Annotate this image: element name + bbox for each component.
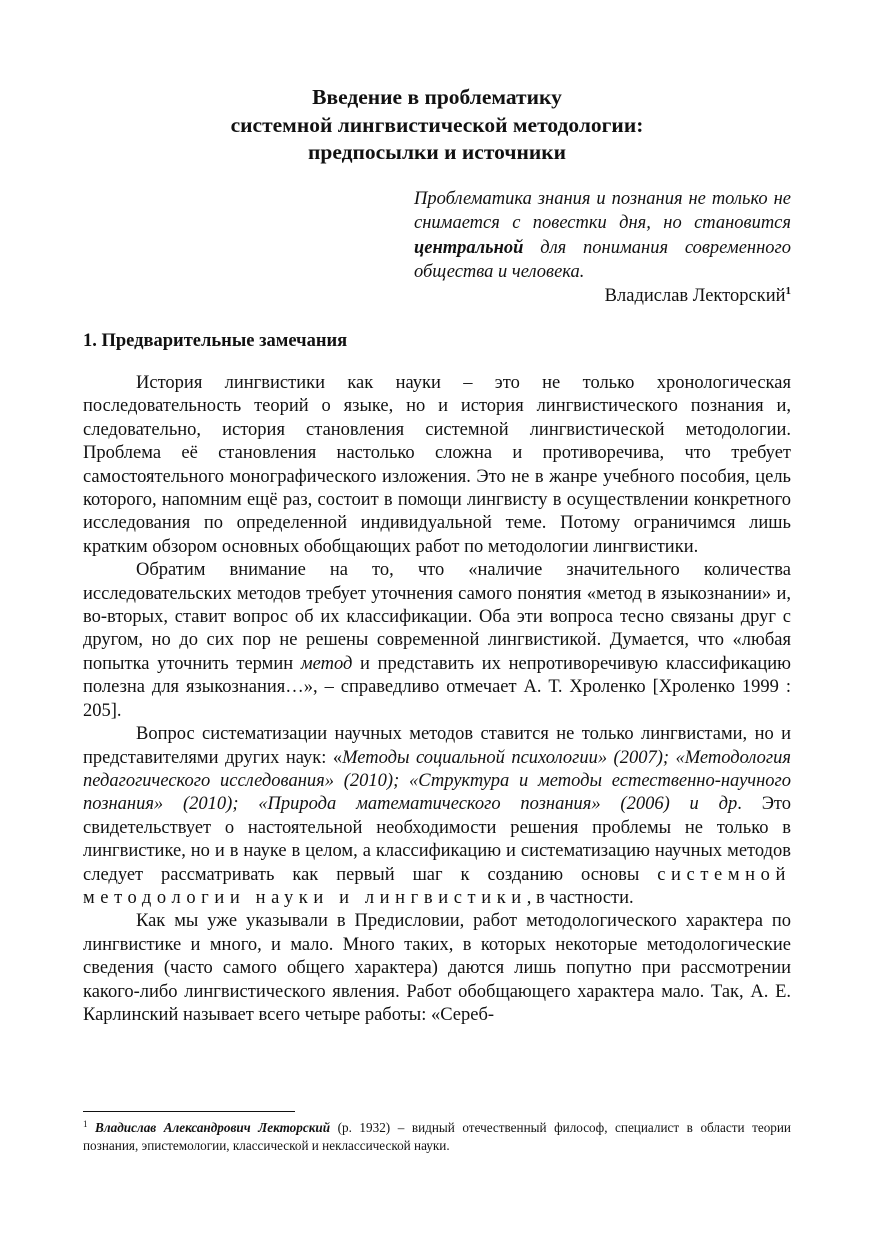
paragraph-2-italic-term: метод (300, 653, 353, 674)
epigraph-quote (414, 187, 791, 284)
paragraph-3-text-b: . Это свидетельствует о настоятельной необходимости решения проблемы не только в лингвистике, но и в науке в целом, а классификацию и систематизацию научных методов следует рассматривать как первый шаг к созданию основы (83, 794, 791, 885)
footnote (83, 1119, 791, 1155)
paragraph-3-text-a: Вопрос систематизации научных методов ставится не только лингвистами, но и представителями других наук: « (83, 724, 791, 768)
footnote-number: 1 (83, 1119, 88, 1129)
footnote-reference[interactable]: 1 (785, 285, 791, 298)
epigraph-emphasis: центральной (414, 237, 524, 258)
title-line-3: предпосылки и источники (308, 140, 566, 164)
paragraph-3-spaced-phrase: системной методологии науки и лингвистики (83, 864, 791, 908)
epigraph (414, 187, 791, 308)
footnote-divider (83, 1111, 295, 1112)
epigraph-text-start: Проблематика знания и познания не только не снимается с повестки дня, но становится (414, 189, 791, 234)
section-body (83, 372, 791, 1027)
footnote-text: (р. 1932) – видный отечественный философ, специалист в области теории познания, эпистемологии, классической и неклассической науки. (83, 1120, 791, 1153)
paragraph-2-text-b: и представить их непротиворечивую классификацию полезна для языкознания…», – справедливо отмечает А. Т. Хроленко [Хроленко 1999 : 205]. (83, 653, 791, 721)
title-line-1: Введение в проблематику (312, 85, 562, 109)
paragraph-3-italic-titles: Методы социальной психологии» (2007); «Методология педагогического исследования» (2010); «Структура и методы естественно-научного познания» (2010); «Природа математического познания» (2006) и др (83, 747, 791, 815)
section-heading: 1. Предварительные замечания (83, 331, 348, 351)
footnote-person-name: Владислав Александрович Лекторский (95, 1120, 331, 1135)
epigraph-author (414, 284, 791, 308)
page-title (83, 84, 791, 167)
paragraph-2-text-a: Обратим внимание на то, что «наличие значительного количества исследовательских методов требует уточнения самого понятия «метод в языкознании» и, во-вторых, ставит вопрос об их классификации. Оба эти вопроса тесно связаны друг с другом, но до сих пор не решены современной лингвистикой. Думается, что «любая попытка уточнить термин (83, 560, 791, 674)
title-line-2: системной лингвистической методологии: (230, 112, 644, 137)
paragraph-3-text-c: , в частности. (526, 887, 634, 908)
epigraph-text-end: для понимания современного общества и человека. (414, 237, 791, 282)
epigraph-author-name: Владислав Лекторский (604, 286, 786, 307)
paragraph-2 (83, 559, 791, 723)
paragraph-3 (83, 723, 791, 910)
paragraph-1: История лингвистики как науки – это не только хронологическая последовательность теорий о языке, но и история лингвистического познания и, следовательно, история становления системной лингвистической методологии. Проблема её становления настолько сложна и противоречива, что требует самостоятельного монографического изложения. Это не в жанре учебного пособия, цель которого, напомним ещё раз, состоит в помощи лингвисту в осуществлении конкретного исследования по определенной индивидуальной теме. Потому ограничимся лишь кратким обзором основных обобщающих работ по методологии лингвистики. (83, 373, 791, 557)
paragraph-4: Как мы уже указывали в Предисловии, работ методологического характера по лингвистике и много, и мало. Много таких, в которых некоторые методологические сведения (часто самого общего характера) даются лишь попутно при рассмотрении какого-либо лингвистического явления. Работ обобщающего характера мало. Так, А. Е. Карлинский называет всего четыре работы: «Сереб- (83, 911, 791, 1025)
